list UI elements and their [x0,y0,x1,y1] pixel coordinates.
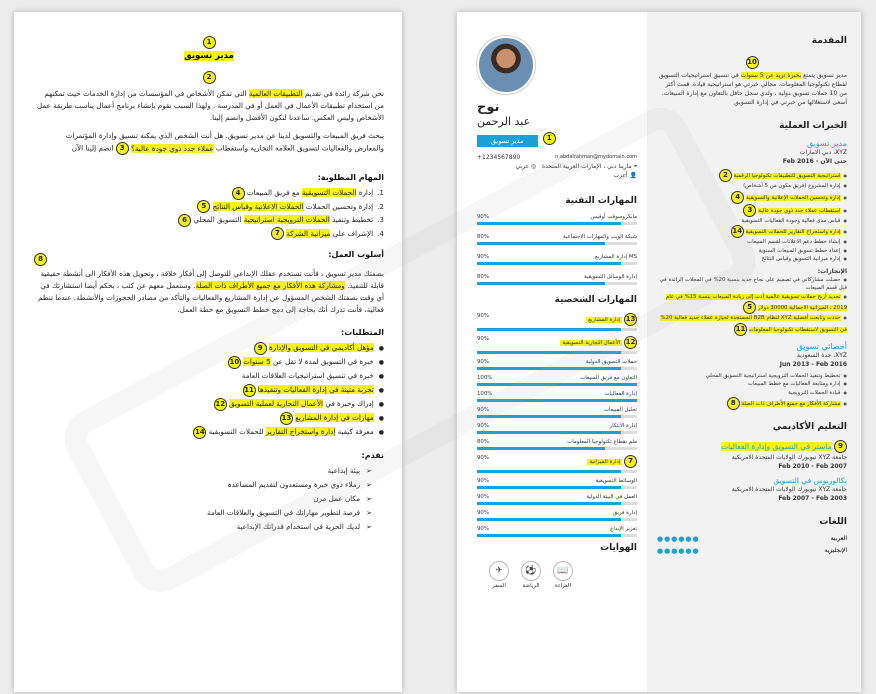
duty-item: ● حصلت مشاركاتي في تصميم على نجاح جديد بنسبة 20% في المجلات الرائدة في قبل قسم المبيعات [657,276,847,293]
tech-skills-heading: المهارات التقنية [565,196,637,206]
requirement-item: ● إدراك وخبرة في الأعمال التجارية لعملية التسويق 12 [34,397,384,411]
language-level: ●●●●●● [657,535,700,543]
task-item: 3.تخطيط وتنفيذ الحملات الترويجية استراتيجية التسويق المحلي 6 [34,213,384,227]
skill-bar [477,486,637,489]
skill-percent: 90% [477,254,489,260]
skill-row [477,336,637,349]
job2-dates: Jun 2013 - Feb 2016 [779,360,847,368]
edu1-dates: Feb 2010 - Feb 2007 [778,463,847,470]
job2-duties [657,372,847,411]
skill-bar [477,518,637,521]
requirements-list [34,341,384,439]
work-style-text: بصفتك مدير تسويق ، فأنت تستخدم عقلك الإبداعي للتوصل إلى أفكار خلاقة ، وتحويل هذه الأفكار الى أنشطة حقيقية قابلة للتنفيذ. ومشاركة هذه الأفكار مع جميع الأطراف ذات الصلة. وستعمل معهم عن كثب ، بحكم أيضا استشارتك في أي وقت بصفتك الشخص المسؤول عن إدارة المشاريع والفعاليات والتأكد من مصادر الحجوزات والأنشطة. عندما تنظم فعالية، فأنت تدرك أنك بحاجة إلى دمج خطط التسويق مع خطة العمل. [38,269,384,314]
annotation-badge: 7 [271,227,284,240]
skill-bar [477,242,637,245]
tech-skills-list [477,214,637,285]
requirement-item: ● خبرة في تنسيق استراتيجيات العلاقات العامة [34,369,384,383]
skill-bar-fill [477,486,621,489]
requirement-item: ● تجربة متينة في إدارة الفعاليات وتنفيذها 11 [34,383,384,397]
skill-name: حملات التسويق الدولية [585,359,637,365]
ball-icon: ⚽ [521,561,541,581]
skill-bar-fill [477,431,621,434]
skill-percent: 100% [477,375,493,381]
skill-percent: 90% [477,336,489,342]
annotation-badge: 13 [280,412,293,425]
person-icon: 👤 [629,172,637,179]
annotation-badge: 2 [719,169,732,182]
edu2-school: جامعة XYZ نيويورك الولايات المتحدة الامريكية [731,486,847,493]
duty-item: ● مشاركة الأفكار مع جميع الأطراف ذات الصلة 8 [657,397,847,410]
skill-name: التعاون مع فريق المبيعات [580,375,637,381]
skill-percent: 90% [477,494,489,500]
skill-bar-fill [477,534,621,537]
job1-company: XYZ، دبي الامارات [799,149,847,156]
skill-percent: 80% [477,234,489,240]
skill-bar [477,328,637,331]
cv-sidebar: نوح عبد الرحمن 1 مدير تسويق +1234567890 n.abdalrahman@mydomain.com ⌖ مارينا دبي ، الإمارات العربية المتحدة ◎ عربي 👤 أعزب المهارات التقنية مايكروسوفت أوفيس 90% شبكة الويب والمهارات الاجتماعية 80% MS إدارة المشاريع 90% إدارة الوسائل التسويقية 80% المهارات الشخصية 13 إدارة المشاريع 90% 12 الأعمال التجارية التسويقية 90% حملات التسويق الدولية 90% التعاون مع فريق المبيعات 100% إدارة الفعاليات 100% تحليل المبيعات 90% إدارة الابتكار 90% ملم بقطاع تكنولوجيا المعلومات 80% 7 إدارة الميزانية 90% الوسائط التسويقية 90% العمل في البيئة الدولية 90% إدارة فريق 90% تعزيز الإبداع 90% الهوايات ✈ السفر ⚽ الرياضة 📖 القراءة [457,12,647,692]
skill-name: MS إدارة المشاريع [594,254,637,260]
skill-row [477,359,637,365]
annotation-badge: 7 [624,455,637,468]
annotation-badge: 5 [197,200,210,213]
edu2-title: بكالوريوس في التسويق [773,476,847,485]
task-item: 2.إدارة وتحسين الحملات الحملات الاعلانية وقياس النتائج 5 [34,200,384,214]
skill-bar [477,415,637,418]
skill-name: العمل في البيئة الدولية [586,494,637,500]
intro-heading: المقدمة [811,36,847,46]
skill-bar-fill [477,328,621,331]
duty-item: ● تحديد أربح حملات تسويقية عالمية أدت إلى زيادة المبيعات بنسبة 15% في عام 2019 ، الميزانية الاجمالية 30000 دولار 5 [657,293,847,315]
skill-row [477,510,637,516]
nationality-icon: ◎ [530,163,537,170]
skill-bar [477,262,637,265]
email: n.abdalrahman@mydomain.com [555,154,637,160]
annotation-badge: 5 [743,301,756,314]
requirements-heading: المتطلبات: [341,328,384,337]
job1-title: مدير تسويق [806,139,847,148]
skill-percent: 90% [477,359,489,365]
annotation-badge: 12 [624,336,637,349]
skill-bar [477,502,637,505]
offer-item: ➢ لديك الحرية في استخدام قدراتك الإبداعية [34,520,372,534]
skill-row [477,313,637,326]
skill-bar-fill [477,447,605,450]
skill-percent: 90% [477,478,489,484]
annotation-badge: 4 [731,191,744,204]
skill-percent: 90% [477,423,489,429]
cv-page [457,12,861,692]
skill-bar [477,447,637,450]
hobby-item: 📖 القراءة [553,561,573,589]
skill-bar-fill [477,399,637,402]
skill-bar-fill [477,367,621,370]
role-badge: مدير تسويق [477,135,538,147]
annotation-badge: 9 [254,342,267,355]
hobbies-heading: الهوايات [600,543,637,553]
annotation-badge: 2 [203,71,216,84]
annotation-badge: 13 [624,313,637,326]
offer-item: ➢ مكان عمل مرن [34,492,372,506]
edu1-school: جامعة XYZ نيويورك الولايات المتحدة الامريكية [731,454,847,461]
skill-row [477,274,637,280]
soft-skills-list [477,313,637,537]
skill-name: إدارة الميزانية [589,459,621,465]
annotation-badge: 8 [727,397,740,410]
plane-icon: ✈ [489,561,509,581]
skill-bar [477,534,637,537]
duty-item: ● إعداد خطط تسويق المبيعات السنوية [657,247,847,256]
duty-item: ● إدارة المشروع (فريق مكون من 5 أشخاص) [657,182,847,191]
location-row: ⌖ مارينا دبي ، الإمارات العربية المتحدة ◎ عربي [515,163,637,170]
languages-heading: اللغات [819,517,847,527]
skill-bar-fill [477,351,621,354]
edu1-title: 9 ماستر في التسويق وإدارة الفعاليات [657,440,847,453]
skill-row [477,234,637,240]
skill-name: مايكروسوفت أوفيس [590,214,637,220]
skill-row [477,391,637,397]
achievements-heading: الإنجازات: [817,267,847,275]
offer-item: ➢ فرصة لتطوير مهاراتك في التسويق والعلاقات العامة [34,506,372,520]
duty-item: ● تخطيط وتنفيذ الحملات الترويجية استراتيجية التسويق المحلي [657,372,847,381]
skill-row [477,478,637,484]
job-title: 1 مدير تسويق [184,38,234,61]
duty-item: ● قيادة الحملات الترويجية [657,389,847,398]
annotation-badge: 11 [243,384,256,397]
requirement-item: ● مؤهل أكاديمي في التسويق والإدارة 9 [34,341,384,355]
achievements-list [657,276,847,336]
annotation-badge: 4 [232,187,245,200]
contact-row [477,153,637,162]
skill-percent: 90% [477,214,489,220]
location-icon: ⌖ [633,163,637,170]
skill-name: إدارة فريق [612,510,637,516]
education-heading: التعليم الأكاديمي [772,422,847,432]
requirement-item: ● خبرة في التسويق لمدة لا تقل عن 5 سنوات 10 [34,355,384,369]
languages-list [657,535,847,555]
annotation-badge: 1 [203,36,216,49]
skill-name: تعزيز الإبداع [610,526,637,532]
skill-bar-fill [477,383,637,386]
skill-row [477,526,637,532]
team-intro: يبحث فريق المبيعات والتسويق لدينا عن مدير تسويق. هل أنت الشخص الذي يمكنه تنسيق وإدارة المؤتمرات والمعارض والفعاليات لتسويق العلامة التجارية واستقطاب عملاء جدد ذوي جودة عالية؟ 3 انضم إلينا الآن [34,130,384,155]
company-intro: نحن شركة رائدة في تقديم التطبيقات العالمية التي تمكن الأشخاص في المؤسسات من إدارة الخدمات حيث تمكنهم من استخدام تطبيقات الأعمال في العمل أو في المدرسة . ولهذا السبب نقوم بإنشاء برنامج أعمال يناسب طريقة عمل الأشخاص وليس العكس. ساعدنا لنكون الأفضل وانضم إلينا. [36,89,384,122]
task-item: 4.الإشراف على ميزانية الشركة 7 [34,227,384,241]
duty-item: ● إدارة ميزانية التسويق وقياس النتائج [657,255,847,264]
skill-name: إدارة المشاريع [588,317,621,323]
annotation-badge: 12 [214,398,227,411]
skill-name: تحليل المبيعات [603,407,637,413]
skill-percent: 90% [477,510,489,516]
last-name: عبد الرحمن [477,115,531,128]
skill-bar [477,431,637,434]
phone: +1234567890 [477,154,521,161]
skill-row [477,423,637,429]
intro-text: مدير تسويق يتمتع بخبرة تزيد عن 5 سنوات في تنسيق استراتيجيات التسويق لقطاع تكنولوجيا المعلومات. مجالي خبرتي هو استراتيجية قيادة. قمت أكثر من 10 حملات تسويق دولية ، ولدي سجل حافل بالتعاون مع إدارة المبيعات. أسعى لاستغلالها من خبرتي في إدارة التسويق [658,72,847,106]
duty-item: ● إدارة ومتابعة الفعاليات مع خطط المبيعات [657,380,847,389]
skill-percent: 80% [477,274,489,280]
skill-bar-fill [477,242,605,245]
skill-percent: 90% [477,526,489,532]
skill-name: الوسائط التسويقية [595,478,637,484]
annotation-badge: 14 [731,225,744,238]
skill-bar [477,470,637,473]
skill-percent: 80% [477,439,489,445]
duty-item: ● استقطاب عملاء جدد ذوي جودة عالية 3 [657,204,847,217]
annotation-badge: 11 [734,323,747,336]
duty-item: ● استراتيجية التسويق للتطبيقات تكنولوجيا الرقمية 2 [657,169,847,182]
tasks-list [34,186,384,240]
offer-item: ➢ زملاء ذوي خبرة ومستعدون لتقديم المساعدة [34,478,372,492]
skill-name: إدارة الابتكار [609,423,637,429]
job2-company: XYZ، جدة السعودية [796,351,847,359]
language-level: ●●●●●● [657,547,700,555]
job1-dates: Feb 2016 - حتى الآن [782,158,847,165]
offer-item: ➢ بيئة إبداعية [34,464,372,478]
skill-bar [477,399,637,402]
work-style-heading: أسلوب العمل: [328,250,384,259]
skill-name: الأعمال التجارية التسويقية [562,340,621,346]
annotation-badge: 14 [193,426,206,439]
hobbies-list [477,561,637,591]
skill-bar [477,282,637,285]
skill-bar-fill [477,222,621,225]
skill-bar-fill [477,262,621,265]
skill-name: إدارة الفعاليات [604,391,637,397]
annotation-badge: 6 [178,214,191,227]
job-description-page: 1 مدير تسويق 2 نحن شركة رائدة في تقديم التطبيقات العالمية التي تمكن الأشخاص في المؤسسات من إدارة الخدمات حيث تمكنهم من استخدام تطبيقات الأعمال في العمل أو في المدرسة . ولهذا السبب نقوم بإنشاء برنامج أعمال يناسب طريقة عمل الأشخاص وليس العكس. ساعدنا لنكون الأفضل وانضم إلينا. يبحث فريق المبيعات والتسويق لدينا عن مدير تسويق. هل أنت الشخص الذي يمكنه تنسيق وإدارة المؤتمرات والمعارض والفعاليات لتسويق العلامة التجارية واستقطاب عملاء جدد ذوي جودة عالية؟ 3 انضم إلينا الآن المهام المطلوبة: 1.إدارة الحملات التسويقية مع فريق المبيعات 4 2.إدارة وتحسين الحملات الحملات الاعلانية وقياس النتائج 5 3.تخطيط وتنفيذ الحملات الترويجية استراتيجية التسويق المحلي 6 4.الإشراف على ميزانية الشركة 7 أسلوب العمل: 8 بصفتك مدير تسويق ، فأنت تستخدم عقلك الإبداعي للتوصل إلى أفكار خلاقة ، وتحويل هذه الأفكار الى أنشطة حقيقية قابلة للتنفيذ. ومشاركة هذه الأفكار مع جميع الأطراف ذات الصلة. وستعمل معهم عن كثب ، بحكم أيضا استشارتك في أي وقت بصفتك الشخص المسؤول عن إدارة المشاريع والفعاليات والتأكد من مصادر الحجوزات والأنشطة. عندما تنظم فعالية، فأنت تدرك أنك بحاجة إلى دمج خطط التسويق مع خطة العمل. المتطلبات: ● مؤهل أكاديمي في التسويق والإدارة 9 ● خبرة في التسويق لمدة لا تقل عن 5 سنوات 10 ● خبرة في تنسيق استراتيجيات العلاقات العامة ● تجربة متينة في إدارة الفعاليات وتنفيذها 11 ● إدراك وخبرة في الأعمال التجارية لعملية التسويق 12 ● مهارات في إدارة المشاريع 13 ● معرفة كيفية إدارة واستخراج التقارير للحملات التسويقية 14 نقدم: ➢ بيئة إبداعية ➢ زملاء ذوي خبرة ومستعدون لتقديم المساعدة ➢ مكان عمل مرن ➢ فرصة لتطوير مهاراتك في التسويق والعلاقات العامة ➢ لديك الحرية في استخدام قدراتك الإبداعية [14,12,402,692]
cv-main-column: المقدمة 10 مدير تسويق يتمتع بخبرة تزيد عن 5 سنوات في تنسيق استراتيجيات التسويق لقطاع تكنولوجيا المعلومات. مجالي خبرتي هو استراتيجية قيادة. قمت أكثر من 10 حملات تسويق دولية ، ولدي سجل حافل بالتعاون مع إدارة المبيعات. أسعى لاستغلالها من خبرتي في إدارة التسويق الخبرات العملية مدير تسويق XYZ، دبي الامارات Feb 2016 - حتى الآن ● استراتيجية التسويق للتطبيقات تكنولوجيا الرقمية 2 ● إدارة المشروع (فريق مكون من 5 أشخاص) ● إدارة وتحسين الحملات الإعلانية والتسويقية 4 ● استقطاب عملاء جدد ذوي جودة عالية 3 ● قياس مدى فعالية وجودة الفعاليات التسويقية ● إدارة واستخراج التقارير للحملات التسويقية 14 ● إنشاء خطط دعم الاعلانات لقسم المبيعات ● إعداد خطط تسويق المبيعات السنوية ● إدارة ميزانية التسويق وقياس النتائج الإنجازات: ● حصلت مشاركاتي في تصميم على نجاح جديد بنسبة 20% في المجلات الرائدة في قبل قسم المبيعات ● تحديد أربح حملات تسويقية عالمية أدت إلى زيادة المبيعات بنسبة 15% في عام 2019 ، الميزانية الاجمالية 30000 دولار 5 ● حددت وتابعت أفضلية XYZ لنظام B2B المستجدة لحيازة عملاء جديد فعالية 20% في التسويق لاستقطاب تكنولوجيا المعلومات 11 أخصائي تسويق XYZ، جدة السعودية Jun 2013 - Feb 2016 ● تخطيط وتنفيذ الحملات الترويجية استراتيجية التسويق المحلي ● إدارة ومتابعة الفعاليات مع خطط المبيعات ● قيادة الحملات الترويجية ● مشاركة الأفكار مع جميع الأطراف ذات الصلة 8 التعليم الأكاديمي 9 ماستر في التسويق وإدارة الفعاليات جامعة XYZ نيويورك الولايات المتحدة الامريكية Feb 2010 - Feb 2007 بكالوريوس في التسويق جامعة XYZ نيويورك الولايات المتحدة الامريكية Feb 2007 - Feb 2003 اللغات العربية ●●●●●● الإنجليزية ●●●●●● [647,12,861,692]
skill-bar-fill [477,470,621,473]
skill-bar-fill [477,415,621,418]
language-row: الإنجليزية ●●●●●● [657,547,847,555]
skill-percent: 90% [477,313,489,319]
hobby-item: ✈ السفر [489,561,509,589]
skill-name: إدارة الوسائل التسويقية [583,274,637,280]
first-name: نوح [477,100,500,115]
skill-percent: 90% [477,455,489,461]
book-icon: 📖 [553,561,573,581]
offers-list [34,464,384,534]
offers-heading: نقدم: [361,451,384,460]
skill-bar [477,351,637,354]
annotation-badge: 10 [228,356,241,369]
skill-row [477,455,637,468]
skill-name: شبكة الويب والمهارات الاجتماعية [562,234,637,240]
skill-percent: 100% [477,391,493,397]
task-item: 1.إدارة الحملات التسويقية مع فريق المبيعات 4 [34,186,384,200]
skill-row [477,254,637,260]
duty-item: ● قياس مدى فعالية وجودة الفعاليات التسويقية [657,217,847,226]
skill-bar [477,383,637,386]
duty-item: ● حددت وتابعت أفضلية XYZ لنظام B2B المستجدة لحيازة عملاء جديد فعالية 20% في التسويق لاستقطاب تكنولوجيا المعلومات 11 [657,314,847,336]
edu2-dates: Feb 2007 - Feb 2003 [778,495,847,502]
hobby-item: ⚽ الرياضة [521,561,541,589]
skill-bar-fill [477,502,621,505]
duty-item: ● إدارة وتحسين الحملات الإعلانية والتسويقية 4 [657,191,847,204]
soft-skills-heading: المهارات الشخصية [554,295,637,305]
skill-bar [477,222,637,225]
language-row: العربية ●●●●●● [657,535,847,543]
annotation-badge: 3 [743,204,756,217]
tasks-heading: المهام المطلوبة: [317,173,384,182]
marital-row: 👤 أعزب [613,172,637,179]
job2-title: أخصائي تسويق [796,341,847,351]
skill-bar-fill [477,282,605,285]
skill-row [477,494,637,500]
skill-bar [477,367,637,370]
duty-item: ● إدارة واستخراج التقارير للحملات التسويقية 14 [657,225,847,238]
skill-percent: 90% [477,407,489,413]
skill-bar-fill [477,518,621,521]
skill-row [477,375,637,381]
requirement-item: ● مهارات في إدارة المشاريع 13 [34,411,384,425]
requirement-item: ● معرفة كيفية إدارة واستخراج التقارير للحملات التسويقية 14 [34,425,384,439]
job1-duties [657,169,847,264]
skill-name: ملم بقطاع تكنولوجيا المعلومات [567,439,637,445]
skill-row [477,439,637,445]
skill-row [477,214,637,220]
skill-row [477,407,637,413]
duty-item: ● إنشاء خطط دعم الاعلانات لقسم المبيعات [657,238,847,247]
experience-heading: الخبرات العملية [779,121,847,131]
profile-photo [477,36,535,94]
